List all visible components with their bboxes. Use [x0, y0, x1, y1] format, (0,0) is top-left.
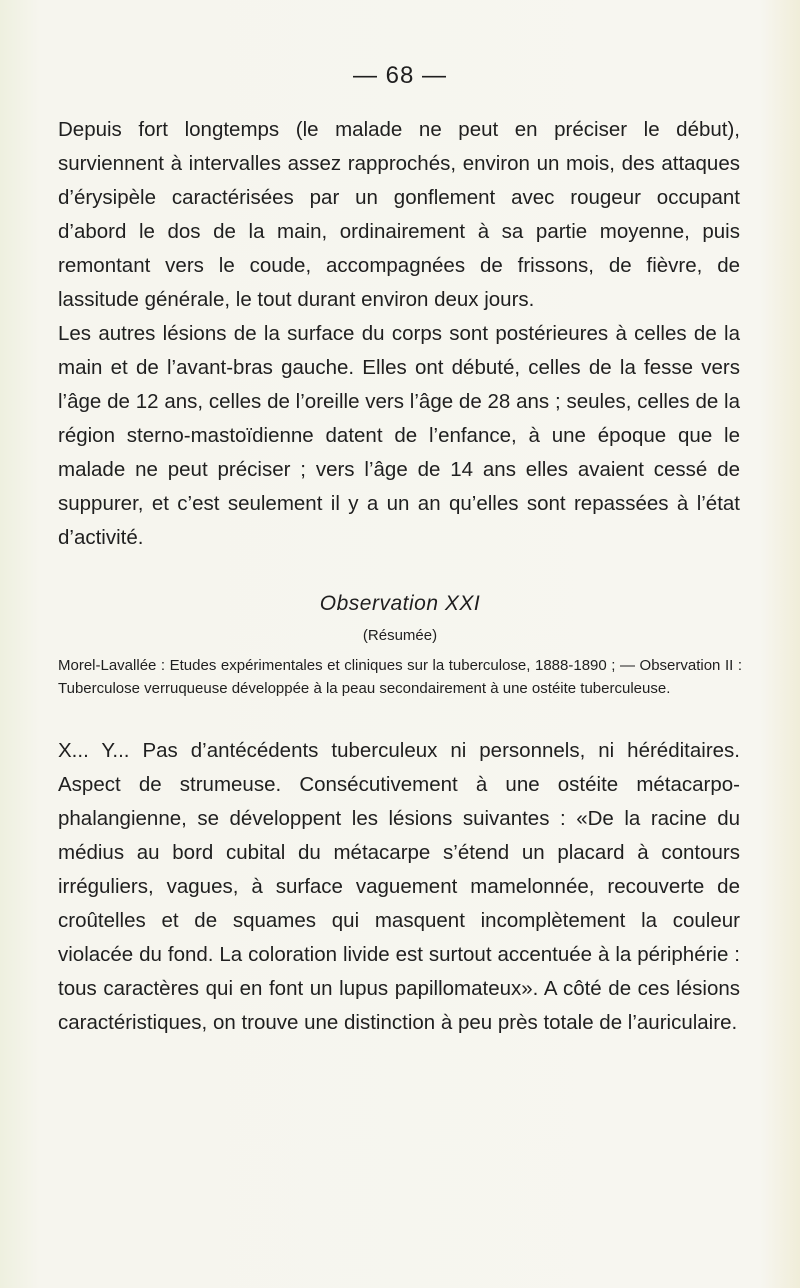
paragraph-erysipelas-history [58, 113, 740, 317]
paragraph-other-lesions [58, 317, 740, 555]
paragraph-text: X... Y... Pas d’antécédents tuberculeux ni personnels, ni héréditaires. Aspect de strumeuse. Consécutivement à une ostéite métacarpo-phalangienne, se développent les lésions suivantes : «De la racine du médius au bord cubital du métacarpe s’étend un placard à contours irréguliers, vagues, à surface vaguement mamelonnée, recouverte de croûtelles et de squames qui masquent incomplètement la couleur violacée du fond. La coloration livide est surtout accentuée à la périphérie : tous caractères qui en font un lupus papillomateux». A côté de ces lésions caractéristiques, on trouve une distinction à peu près totale de l’auriculaire. [58, 739, 740, 1034]
page-number: — 68 — [352, 62, 448, 89]
paragraph-text: Les autres lésions de la surface du corps sont postérieures à celles de la main et de l’avant-bras gauche. Elles ont débuté, celles de la fesse vers l’âge de 12 ans, celles de l’oreille vers l’âge de 28 ans ; seules, celles de la région sterno-mastoïdienne datent de l’enfance, à une époque que le malade ne peut préciser ; vers l’âge de 14 ans elles avaient cessé de suppurer, et c’est seulement il y a un an qu’elles sont repassées à l’état d’activité. [58, 322, 740, 549]
observation-body [58, 734, 740, 1040]
observation-title: Observation XXI [319, 592, 481, 615]
paragraph-text: Depuis fort longtemps (le malade ne peut en préciser le début), surviennent à intervalles assez rapprochés, environ un mois, des attaques d’érysipèle caractérisées par un gonflement avec rougeur occupant d’abord le dos de la main, ordinairement à sa partie moyenne, puis remontant vers le coude, accompagnées de frissons, de fièvre, de lassitude générale, le tout durant environ deux jours. [58, 118, 740, 311]
summary-label: (Résumée) [362, 627, 438, 644]
bibliographic-reference: Morel-Lavallée : Etudes expérimentales et cliniques sur la tuberculose, 1888-1890 ; — Observation II : Tuberculose verruqueuse développée à la peau secondairement à une ostéite tuberculeuse. [58, 657, 742, 697]
